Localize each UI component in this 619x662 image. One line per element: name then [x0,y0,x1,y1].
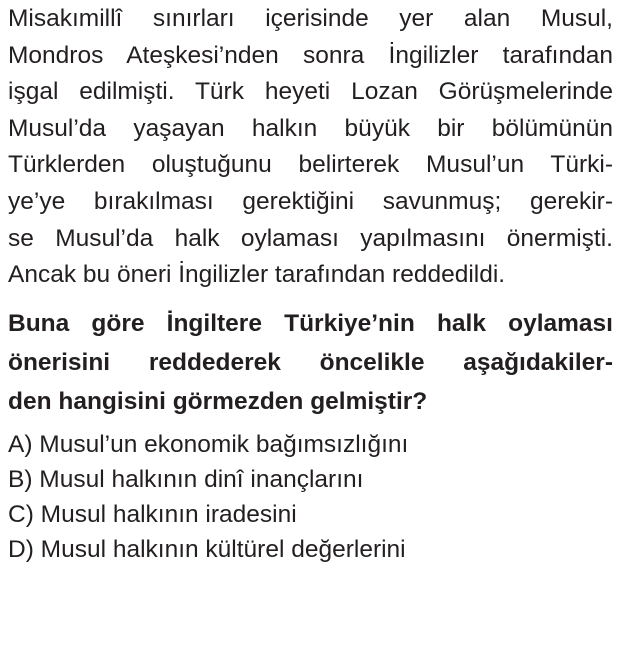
option-a[interactable]: A) Musul’un ekonomik bağımsızlığını [8,430,409,458]
passage-line: Mondros Ateşkesi’nden sonra İngilizler tarafından [8,41,613,69]
question-line: den hangisini görmezden gelmiştir? [8,387,428,415]
passage-line: ye’ye bırakılması gerektiğini savunmuş; gerekir- [8,187,613,215]
answer-options [8,427,613,567]
passage-line: se Musul’da halk oylaması yapılmasını önermişti. [8,224,613,252]
passage-line: Musul’da yaşayan halkın büyük bir bölümünün [8,114,613,142]
option-d[interactable]: D) Musul halkının kültürel değerlerini [8,535,406,563]
passage-text [8,0,613,294]
passage-line: Misakımillî sınırları içerisinde yer alan Musul, [8,5,613,32]
passage-line: Türklerden oluştuğunu belirterek Musul’un Türki- [8,151,613,179]
passage-line: Ancak bu öneri İngilizler tarafından reddedildi. [8,261,506,289]
option-c[interactable]: C) Musul halkının iradesini [8,500,297,528]
question-line: Buna göre İngiltere Türkiye’nin halk oylaması [8,309,613,337]
question-line: önerisini reddederek öncelikle aşağıdakiler- [8,348,613,376]
passage-line: işgal edilmişti. Türk heyeti Lozan Görüşmelerinde [8,78,613,106]
question-stem [8,304,613,421]
option-b[interactable]: B) Musul halkının dinî inançlarını [8,465,364,493]
